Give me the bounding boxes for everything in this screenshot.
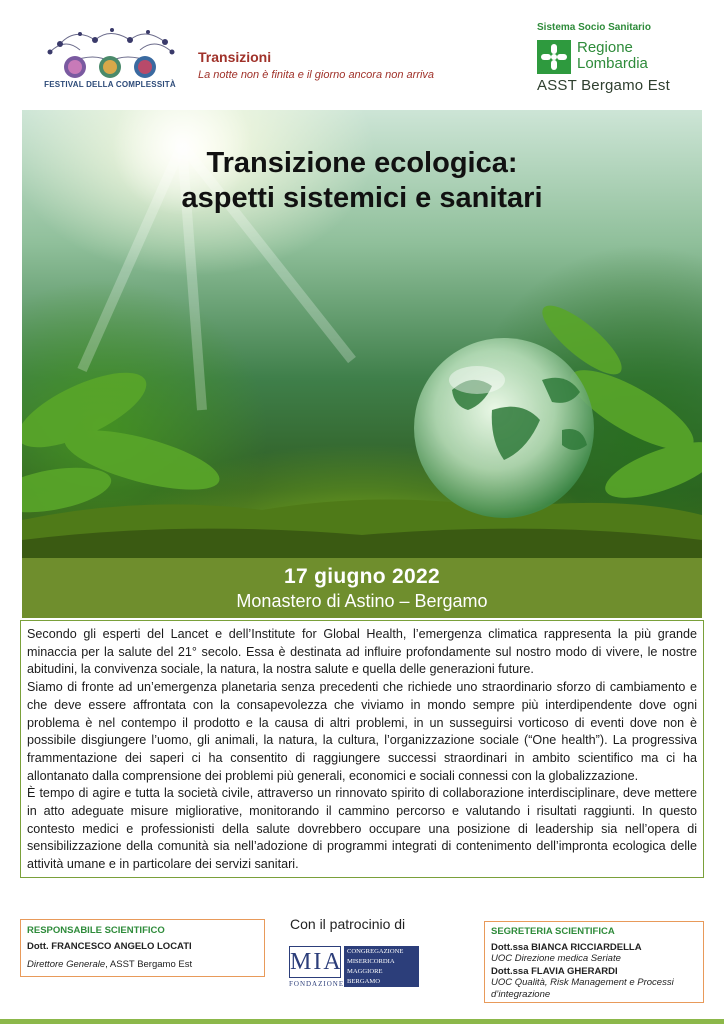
scientific-lead-box	[20, 919, 265, 977]
scientific-secretariat-box	[484, 921, 704, 1003]
mia-name-line-2: MISERICORDIA	[347, 958, 395, 965]
scientific-lead-heading: RESPONSABILE SCIENTIFICO	[27, 925, 165, 936]
region-line-1: Regione	[577, 39, 633, 56]
description-paragraph-2: Siamo di fronte ad un’emergenza planetaria senza precedenti che richiede uno straordinario sforzo di cambiamento e che deve essere affrontata con la consapevolezza che viviamo in mondo sempre più interdipendente dove ogni problema è nel contempo il prodotto e la causa di altri problemi, in un susseguirsi vorticoso di eventi dove non è possibile disgiungere l’uomo, gli animali, la natura, la cultura, l’organizzazione sociale (“One health”). La progressiva frammentazione dei saperi ci ha consentito di raggiungere successi straordinari in ambito scientifico ma ci ha allontanato dalla comprensione dei problemi più generali, economici e sociali connessi con la globalizzazione.	[27, 680, 697, 783]
mia-foundation-word: FONDAZIONE	[289, 980, 345, 988]
hero-image	[22, 110, 702, 558]
bottom-divider	[0, 1019, 724, 1024]
mia-foundation-logo	[289, 944, 419, 990]
description-paragraph-1: Secondo gli esperti del Lancet e dell’Institute for Global Health, l’emergenza climatica rappresenta la più grande minaccia per la salute del 21° secolo. Essa è destinata ad influire profondamente sul nostro modo di vivere, le nostre abitudini, la convivenza sociale, la natura, la nostra salute e quella delle generazioni future.	[27, 627, 697, 677]
festival-name: FESTIVAL DELLA COMPLESSITÀ	[44, 80, 176, 89]
series-subtitle: La notte non è finita e il giorno ancora non arriva	[198, 69, 435, 81]
regione-lombardia-logo	[537, 40, 571, 74]
description-box	[20, 620, 704, 878]
asst-name: ASST Bergamo Est	[537, 77, 670, 94]
scientific-lead-role-title: Direttore Generale	[27, 959, 106, 970]
mia-name-box	[344, 946, 419, 987]
series-block	[198, 49, 434, 81]
event-title-line-2: aspetti sistemici e sanitari	[181, 182, 543, 214]
sistema-socio-sanitario-label: Sistema Socio Sanitario	[537, 22, 651, 33]
secretariat-name-1: Dott.ssa BIANCA RICCIARDELLA	[491, 942, 642, 953]
event-title-line-1: Transizione ecologica:	[206, 147, 518, 179]
mia-name-line-4: BERGAMO	[347, 978, 380, 985]
event-info-band	[22, 558, 702, 618]
mia-name-line-3: MAGGIORE	[347, 968, 383, 975]
patronage-label: Con il patrocinio di	[290, 916, 406, 932]
scientific-lead-role-org: , ASST Bergamo Est	[105, 959, 193, 970]
secretariat-role-2: UOC Qualità, Risk Management e Processi d’integrazione	[491, 977, 674, 1000]
secretariat-role-1: UOC Direzione medica Seriate	[491, 953, 621, 964]
event-date: 17 giugno 2022	[284, 565, 440, 588]
description-paragraph-3: È tempo di agire e tutta la società civile, attraverso un rinnovato spirito di collaborazione interdisciplinare, deve mettere in atto adeguate misure migliorative, monitorando il cammino percorso e valutando i risultati raggiunti. In questo contesto medici e professionisti della salute dovrebbero occupare una posizione di leadership sia nell’opera di sensibilizzazione della comunità sia nell’adozione di programmi integrati di contenimento dell’impronta ecologica delle attività umane e in particolare dei servizi sanitari.	[27, 786, 697, 872]
regione-lombardia-text	[577, 40, 648, 72]
scientific-lead-name: Dott. FRANCESCO ANGELO LOCATI	[27, 941, 192, 952]
series-title: Transizioni	[198, 49, 272, 65]
event-venue: Monastero di Astino – Bergamo	[236, 591, 488, 611]
scientific-lead-role	[27, 959, 258, 970]
secretariat-name-2: Dott.ssa FLAVIA GHERARDI	[491, 966, 618, 977]
mia-letters: MIA	[289, 946, 341, 978]
secretariat-heading: SEGRETERIA SCIENTIFICA	[491, 926, 615, 937]
event-title	[22, 146, 702, 216]
region-line-2: Lombardia	[577, 55, 648, 72]
mia-name-line-1: CONGREGAZIONE	[347, 948, 404, 955]
